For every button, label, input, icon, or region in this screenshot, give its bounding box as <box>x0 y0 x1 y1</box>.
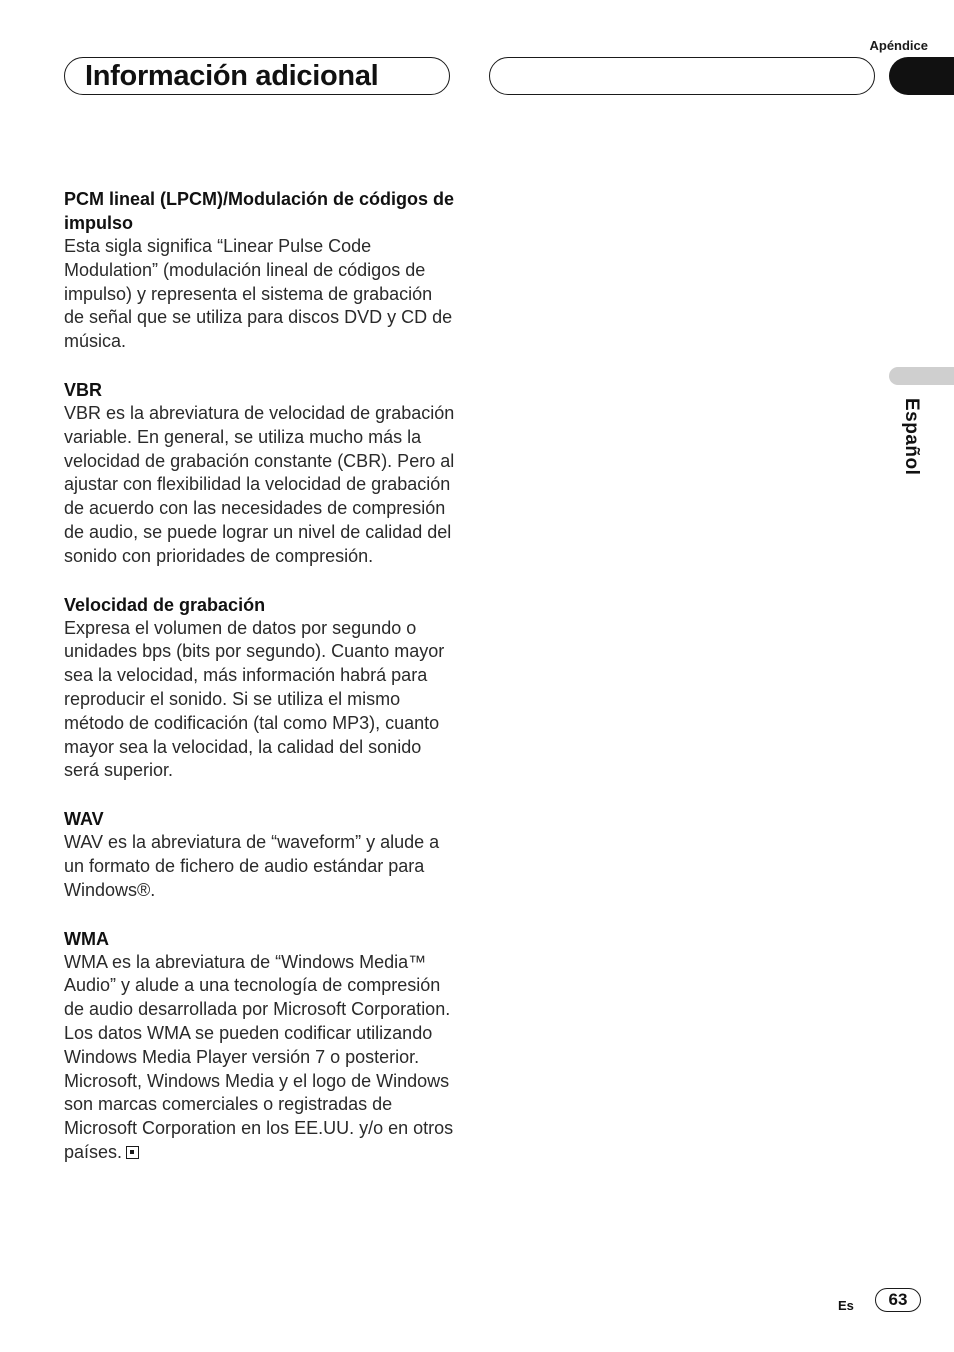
language-tab-marker <box>889 367 954 385</box>
trademark-text: Microsoft, Windows Media y el logo de Windows son marcas comerciales o registradas de Microsoft Corporation en los EE.UU. y/o en otros países. <box>64 1070 454 1162</box>
entry-body: Esta sigla significa “Linear Pulse Code Modulation” (modulación lineal de códigos de impulso) y representa el sistema de grabación de señal que se utiliza para discos DVD y CD de música. <box>64 236 453 352</box>
section-tab-black <box>889 57 954 95</box>
title-box <box>64 57 450 95</box>
glossary-content <box>64 187 456 1189</box>
entry-body: WMA es la abreviatura de “Windows Media™ Audio” y alude a una tecnología de compresión de audio desarrollada por Microsoft Corporation. Los datos WMA se pueden codificar utilizando Windows Media Player versión 7 o posterior. <box>64 951 451 1067</box>
glossary-entry-vbr <box>64 378 456 569</box>
glossary-entry-wav <box>64 807 456 902</box>
entry-term: PCM lineal (LPCM)/Modulación de códigos de impulso <box>64 189 455 233</box>
entry-term: VBR <box>64 379 103 400</box>
entry-body: VBR es la abreviatura de velocidad de grabación variable. En general, se utiliza mucho más la velocidad de grabación constante (CBR). Pero al ajustar con flexibilidad la velocidad de grabación de acuerdo con las necesidades de compresión de audio, se puede lograr un nivel de calidad del sonido con prioridades de compresión. <box>64 402 455 566</box>
entry-term: Velocidad de grabación <box>64 594 266 615</box>
entry-term: WAV <box>64 809 104 830</box>
entry-body: Expresa el volumen de datos por segundo o unidades bps (bits por segundo). Cuanto mayor sea la velocidad, más información habrá para reproducir el sonido. Si se utiliza el mismo método de codificación (tal como MP3), cuanto mayor sea la velocidad, la calidad del sonido será superior. <box>64 617 445 781</box>
entry-trademark-note <box>64 1070 456 1165</box>
header-empty-box <box>489 57 875 95</box>
entry-body: WAV es la abreviatura de “waveform” y alude a un formato de fichero de audio estándar para Windows®. <box>64 832 440 900</box>
entry-term: WMA <box>64 928 109 949</box>
page-number: 63 <box>875 1288 921 1312</box>
glossary-entry-lpcm <box>64 187 456 354</box>
glossary-entry-bitrate <box>64 593 456 784</box>
footer-language-code: Es <box>838 1298 854 1313</box>
section-label: Apéndice <box>869 38 928 53</box>
end-mark-icon <box>126 1146 139 1159</box>
language-label: Español <box>901 398 922 476</box>
glossary-entry-wma <box>64 927 456 1165</box>
page-title: Información adicional <box>85 60 379 92</box>
